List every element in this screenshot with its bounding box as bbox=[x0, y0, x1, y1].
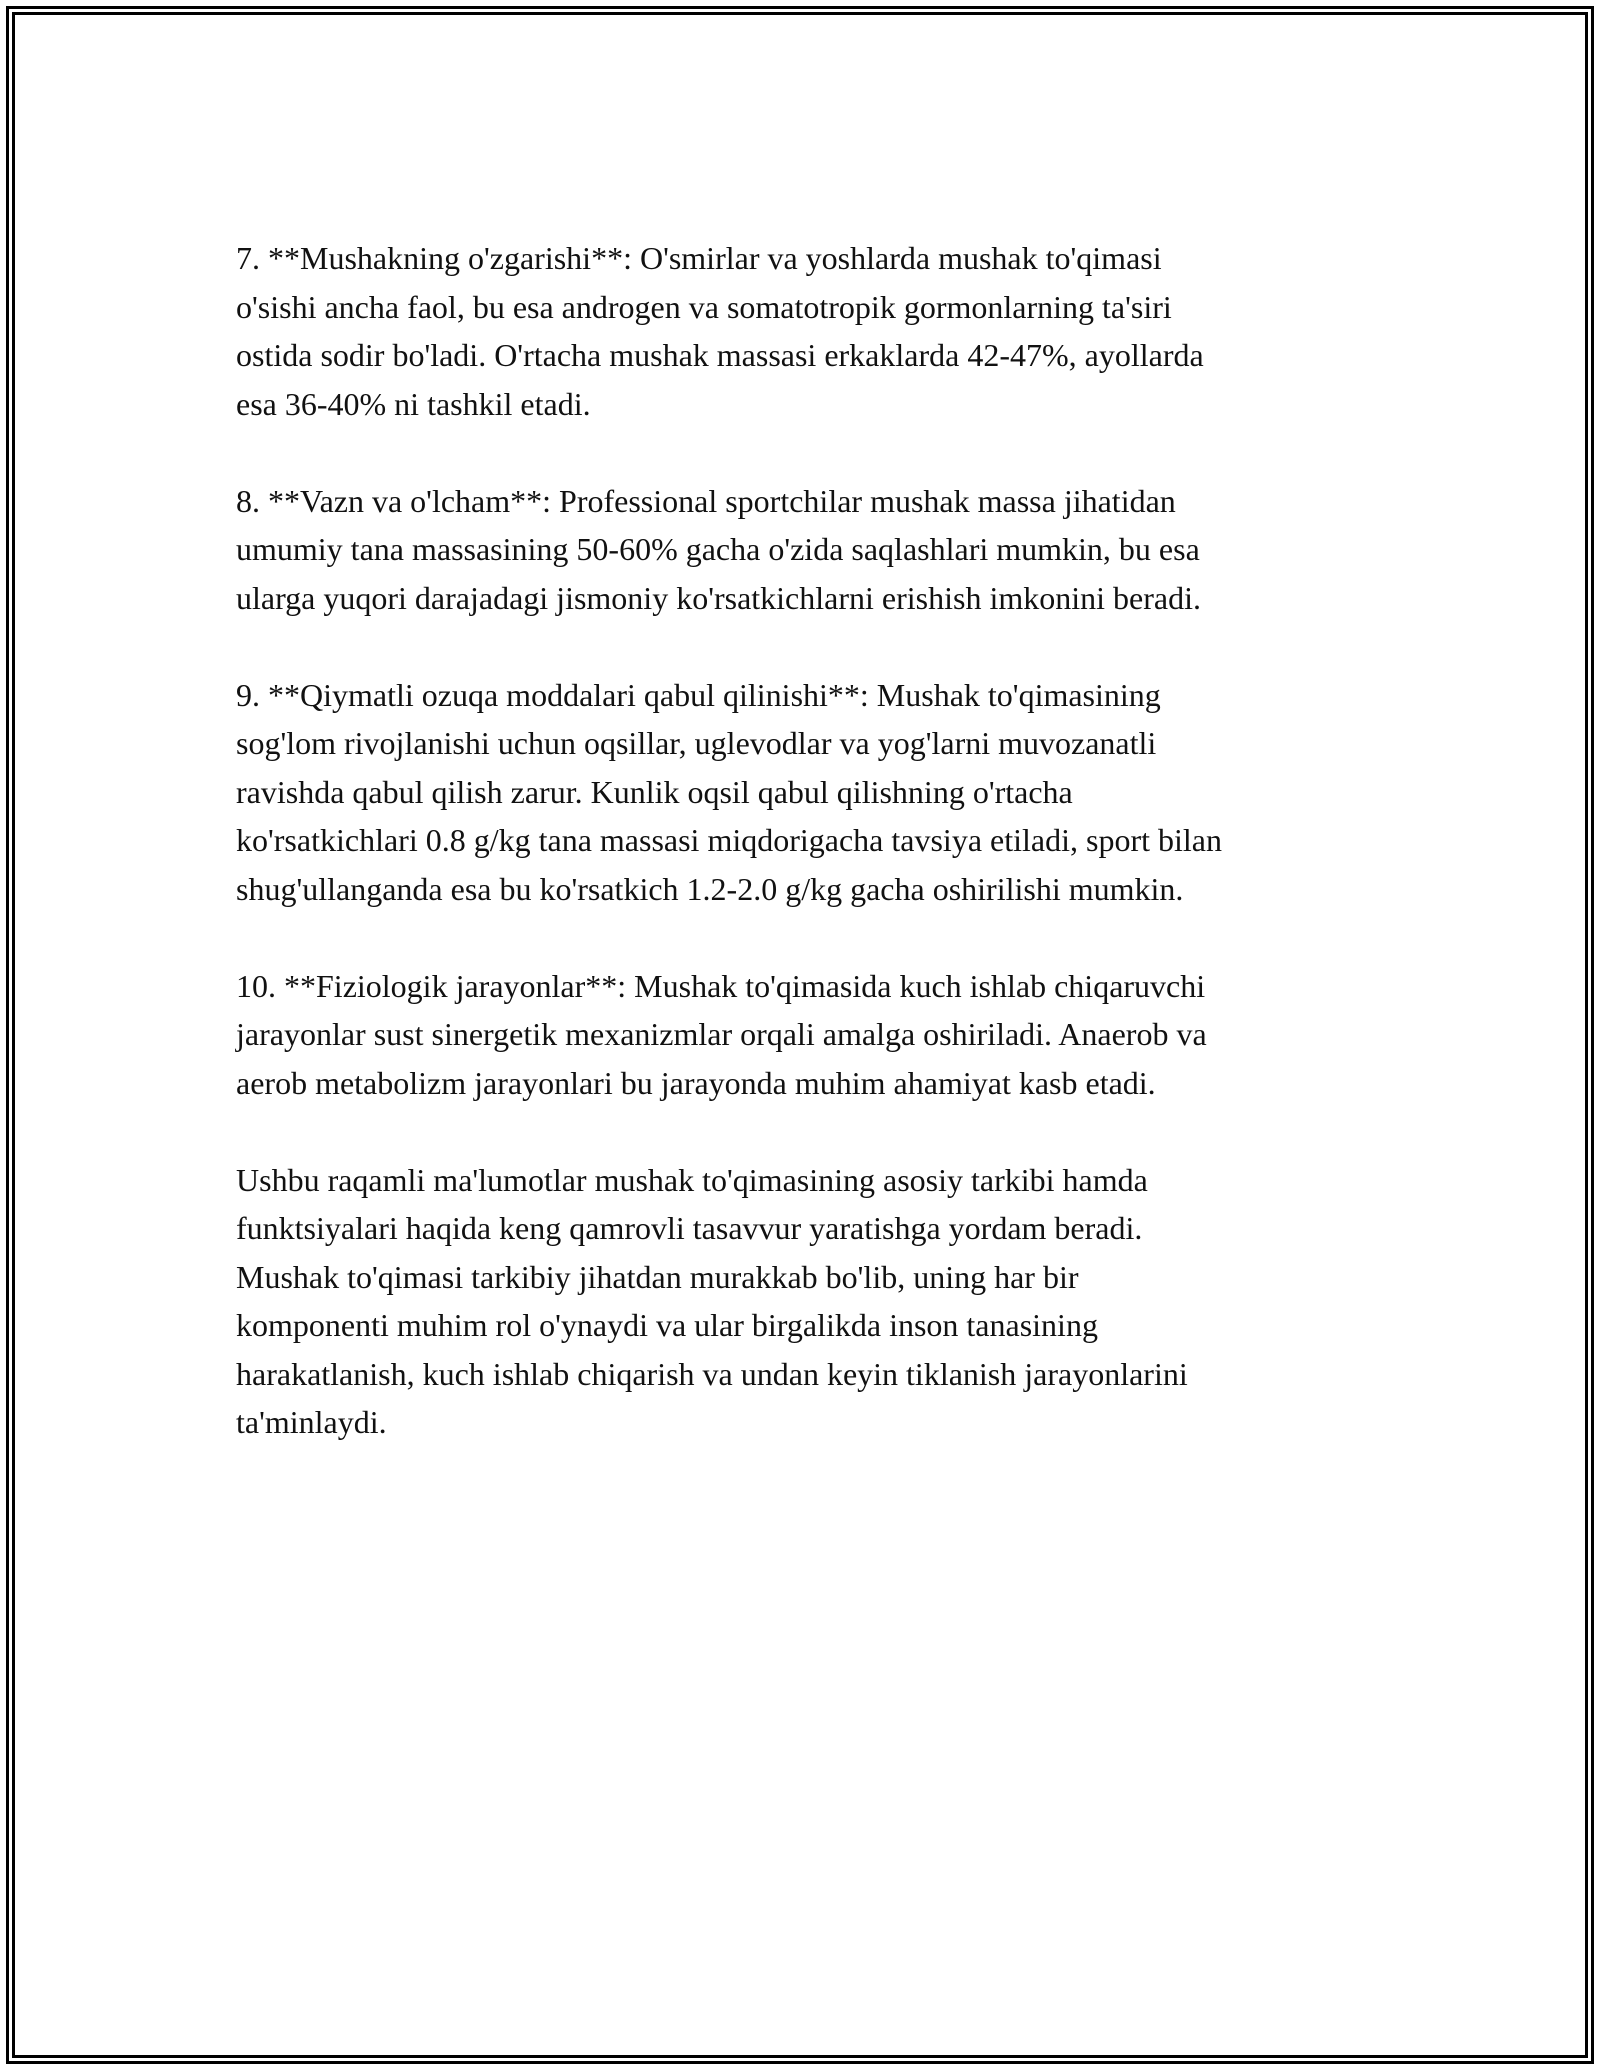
text-line: esa 36-40% ni tashkil etadi. bbox=[236, 385, 591, 422]
text-line: 10. **Fiziologik jarayonlar**: Mushak to'qimasida kuch ishlab chiqaruvchi bbox=[236, 967, 1206, 1004]
text-line: harakatlanish, kuch ishlab chiqarish va undan keyin tiklanish jarayonlarini bbox=[236, 1355, 1188, 1392]
text-line: Ushbu raqamli ma'lumotlar mushak to'qimasining asosiy tarkibi hamda bbox=[236, 1161, 1148, 1198]
text-line: ravishda qabul qilish zarur. Kunlik oqsil qabul qilishning o'rtacha bbox=[236, 773, 1073, 810]
text-line: Mushak to'qimasi tarkibiy jihatdan murakkab bo'lib, uning har bir bbox=[236, 1258, 1079, 1295]
text-line: 9. **Qiymatli ozuqa moddalari qabul qilinishi**: Mushak to'qimasining bbox=[236, 676, 1161, 713]
text-line: ta'minlaydi. bbox=[236, 1404, 387, 1440]
paragraph-nutrient-intake bbox=[236, 671, 1376, 914]
text-line: komponenti muhim rol o'ynaydi va ular birgalikda inson tanasining bbox=[236, 1307, 1098, 1343]
text-line: o'sishi ancha faol, bu esa androgen va somatotropik gormonlarning ta'siri bbox=[236, 288, 1172, 325]
text-line: ostida sodir bo'ladi. O'rtacha mushak massasi erkaklarda 42-47%, ayollarda bbox=[236, 337, 1204, 373]
paragraph-muscle-change bbox=[236, 234, 1376, 428]
paragraph-conclusion bbox=[236, 1156, 1376, 1447]
text-line: aerob metabolizm jarayonlari bu jarayonda muhim ahamiyat kasb etadi. bbox=[236, 1064, 1156, 1101]
paragraph-physiological-processes bbox=[236, 962, 1376, 1108]
text-line: 7. **Mushakning o'zgarishi**: O'smirlar va yoshlarda mushak to'qimasi bbox=[236, 240, 1162, 276]
text-line: 8. **Vazn va o'lcham**: Professional sportchilar mushak massa jihatidan bbox=[236, 482, 1176, 519]
paragraph-weight-size bbox=[236, 477, 1376, 623]
text-line: jarayonlar sust sinergetik mexanizmlar orqali amalga oshiriladi. Anaerob va bbox=[236, 1016, 1207, 1052]
text-line: funktsiyalari haqida keng qamrovli tasavvur yaratishga yordam beradi. bbox=[236, 1210, 1143, 1246]
text-line: sog'lom rivojlanishi uchun oqsillar, uglevodlar va yog'larni muvozanatli bbox=[236, 725, 1157, 761]
text-line: shug'ullanganda esa bu ko'rsatkich 1.2-2.0 g/kg gacha oshirilishi mumkin. bbox=[236, 870, 1184, 907]
text-line: ularga yuqori darajadagi jismoniy ko'rsatkichlarni erishish imkonini beradi. bbox=[236, 579, 1201, 616]
text-line: ko'rsatkichlari 0.8 g/kg tana massasi miqdorigacha tavsiya etiladi, sport bilan bbox=[236, 822, 1222, 858]
document-body bbox=[236, 234, 1376, 1495]
text-line: umumiy tana massasining 50-60% gacha o'zida saqlashlari mumkin, bu esa bbox=[236, 531, 1200, 567]
